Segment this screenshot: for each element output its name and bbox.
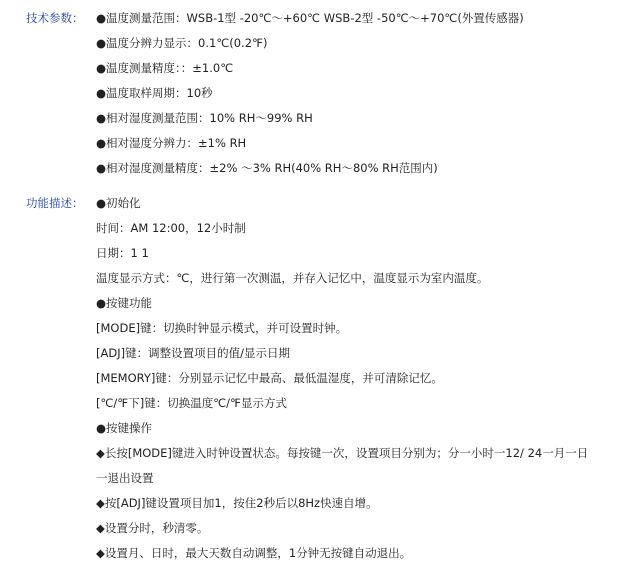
spec-line: ●相对湿度分辨力：±1% RH bbox=[96, 136, 247, 150]
func-line: [MODE]键：切换时钟显示模式，并可设置时钟。 bbox=[96, 321, 348, 335]
spec-line: ●相对湿度测量范围：10% RH～99% RH bbox=[96, 111, 313, 125]
spec-line: ●温度测量精度：：±1.0℃ bbox=[96, 61, 234, 75]
func-line: ◆设置分时，秒清零。 bbox=[96, 521, 209, 535]
func-line: ●初始化 bbox=[96, 196, 141, 210]
func-line: [℃/℉下]键：切换温度℃/℉显示方式 bbox=[96, 396, 287, 410]
spec-label: 技术参数： bbox=[26, 11, 84, 25]
spec-line: ●温度测量范围：WSB-1型 -20℃～+60℃ WSB-2型 -50℃～+70℃(外置传感器) bbox=[96, 11, 524, 25]
func-line: ●按键功能 bbox=[96, 296, 153, 310]
func-line: ◆设置月、日时，最大天数自动调整，1分钟无按键自动退出。 bbox=[96, 546, 412, 560]
spec-line: ●温度分辨力显示：0.1℃(0.2℉) bbox=[96, 36, 268, 50]
func-line: [ADJ]键：调整设置项目的值/显示日期 bbox=[96, 346, 290, 360]
func-line: 一退出设置 bbox=[96, 471, 154, 485]
spec-line: ●温度取样周期：10秒 bbox=[96, 86, 213, 100]
func-line: 温度显示方式：℃，进行第一次测温，并存入记忆中，温度显示为室内温度。 bbox=[96, 271, 489, 285]
func-label: 功能描述： bbox=[26, 196, 84, 210]
func-line: 日期：1 1 bbox=[96, 246, 149, 260]
func-line: [MEMORY]键：分别显示记忆中最高、最低温湿度，并可清除记忆。 bbox=[96, 371, 443, 385]
func-line: 时间：AM 12:00，12小时制 bbox=[96, 221, 246, 235]
func-line: ◆按[ADJ]键设置项目加1，按住2秒后以8Hz快速自增。 bbox=[96, 496, 378, 510]
func-line: ●按键操作 bbox=[96, 421, 153, 435]
spec-line: ●相对湿度测量精度：±2% ～3% RH(40% RH～80% RH范围内) bbox=[96, 161, 438, 175]
func-line: ◆长按[MODE]键进入时钟设置状态。每按键一次，设置项目分别为；分一小时一12/ 24一月一日 bbox=[96, 446, 589, 460]
